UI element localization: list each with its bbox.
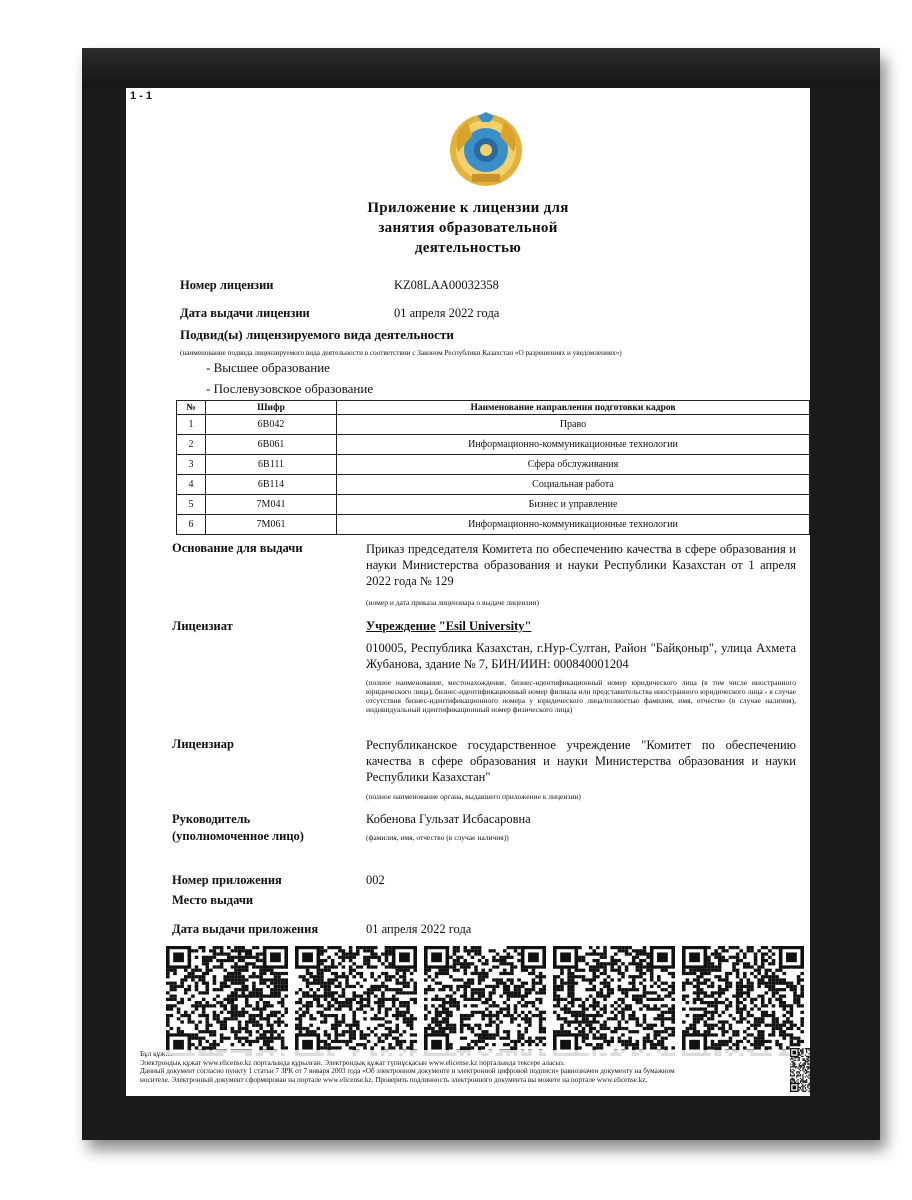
row-name: Социальная работа	[337, 475, 810, 495]
head-label-sub: (уполномоченное лицо)	[172, 829, 304, 843]
footer-notice	[140, 1050, 800, 1084]
qr-code-2	[295, 946, 417, 1056]
licensee-note: (полное наименование, местонахождение, бизнес-идентификационный номер юридического лица (в том числе иностранного юридического лица), бизнес-идентификационный номер филиала или представительства иностранного юридического лица - в случае отсутствия бизнес-идентификационного номера у юридического лица/полностью фамилия, имя, отчество (в случае наличия), индивидуальный идентификационный номер физического лица)	[366, 678, 796, 714]
appendix-number: 002	[366, 873, 385, 887]
licensor-text: Республиканское государственное учреждение "Комитет по обеспечению качества в сфере образования и науки Министерства образования и науки Республики Казахстан"	[366, 738, 796, 784]
row-name: Право	[337, 415, 810, 435]
title-line-2: занятия образовательной	[378, 220, 558, 236]
row-code: 6B114	[206, 475, 337, 495]
head-note: (фамилия, имя, отчество (в случае наличия))	[366, 833, 509, 842]
footer-line-2: Электрондық құжат www.elicense.kz порталында құрылған. Электрондық құжат түпнұсқасын www.elicense.kz порталында тексере аласыз.	[140, 1058, 565, 1067]
subtype-item-1: - Высшее образование	[206, 360, 330, 375]
appendix-number-label: Номер приложения	[172, 873, 282, 887]
head-name: Кобенова Гульзат Исбасаровна	[366, 812, 531, 826]
basis-label: Основание для выдачи	[172, 541, 303, 555]
licensee-name	[366, 619, 531, 634]
row-name: Сфера обслуживания	[337, 455, 810, 475]
footer-line-3: Данный документ согласно пункту 1 статьи 7 ЗРК от 7 января 2003 года «Об электронном документе и электронной цифровой подписи» равнозначен документу на бумажном	[140, 1067, 675, 1075]
head-label: Руководитель	[172, 812, 251, 826]
basis-text: Приказ председателя Комитета по обеспечению качества в сфере образования и науки Министерства образования и науки Республики Казахстан от 1 апреля 2022 года № 129	[366, 542, 796, 588]
subtype-heading: Подвид(ы) лицензируемого вида деятельности	[180, 327, 454, 342]
row-number: 1	[177, 415, 206, 435]
footer-line-1: Бұл құж…	[140, 1050, 173, 1058]
qr-code-5	[682, 946, 804, 1056]
title-line-1: Приложение к лицензии для	[367, 200, 569, 216]
row-code: 6B061	[206, 435, 337, 455]
row-code: 6B111	[206, 455, 337, 475]
row-name: Информационно-коммуникационные технологии	[337, 515, 810, 535]
col-header-code: Шифр	[206, 401, 337, 415]
table-row	[177, 515, 810, 535]
appendix-date-label: Дата выдачи приложения	[172, 922, 319, 936]
qr-code-1	[166, 946, 288, 1056]
row-code: 7M041	[206, 495, 337, 515]
table-row	[177, 435, 810, 455]
document-title	[126, 198, 810, 258]
row-code: 7M061	[206, 515, 337, 535]
licensee-label: Лицензиат	[172, 619, 233, 633]
qr-codes-strip	[166, 946, 806, 1056]
licensee-name-value: "Esil University"	[438, 619, 532, 633]
subtype-note: (наименование подвида лицензируемого вида деятельности в соответствии с Законом Республики Казахстан «О разрешениях и уведомлениях»)	[180, 349, 622, 357]
row-name: Бизнес и управление	[337, 495, 810, 515]
table-row	[177, 495, 810, 515]
appendix-date: 01 апреля 2022 года	[366, 922, 472, 936]
table-row	[177, 475, 810, 495]
subtype-item-2: - Послевузовское образование	[206, 381, 374, 396]
license-number-label: Номер лицензии	[180, 278, 274, 292]
licensee-address: 010005, Республика Казахстан, г.Нур-Султан, Район "Байқоныр", улица Ахмета Жубанова, здание № 7, БИН/ИИН: 000840001204	[366, 641, 796, 671]
row-number: 4	[177, 475, 206, 495]
row-code: 6B042	[206, 415, 337, 435]
title-line-3: деятельностью	[414, 240, 522, 256]
licensee-name-prefix: Учреждение	[366, 619, 436, 633]
licensor-label: Лицензиар	[172, 737, 234, 751]
qr-code-3	[424, 946, 546, 1056]
row-name: Информационно-коммуникационные технологии	[337, 435, 810, 455]
place-label: Место выдачи	[172, 893, 254, 907]
licensor-note: (полное наименование органа, выдавшего приложение к лицензии)	[366, 792, 581, 801]
table-row	[177, 415, 810, 435]
col-header-name: Наименование направления подготовки кадров	[337, 401, 810, 415]
row-number: 5	[177, 495, 206, 515]
education-programs-table	[176, 400, 810, 535]
frame-bevel	[82, 48, 880, 88]
document-page	[126, 88, 810, 1096]
state-emblem-icon	[448, 112, 524, 188]
qr-code-small	[790, 1048, 810, 1092]
license-number: KZ08LAA00032358	[394, 278, 499, 292]
page-label: 1 - 1	[130, 90, 153, 102]
table-header-row	[177, 401, 810, 415]
issue-date-label: Дата выдачи лицензии	[180, 306, 310, 320]
basis-note: (номер и дата приказа лицензиара о выдаче лицензии)	[366, 598, 540, 607]
footer-line-4: носителе. Электронный документ сформирован на портале www.elicense.kz. Проверить подлинность электронного документа вы можете на портале www.elicense.kz.	[140, 1075, 648, 1084]
issue-date: 01 апреля 2022 года	[394, 306, 500, 320]
row-number: 2	[177, 435, 206, 455]
row-number: 3	[177, 455, 206, 475]
table-row	[177, 455, 810, 475]
row-number: 6	[177, 515, 206, 535]
qr-code-4	[553, 946, 675, 1056]
col-header-number: №	[177, 401, 206, 415]
